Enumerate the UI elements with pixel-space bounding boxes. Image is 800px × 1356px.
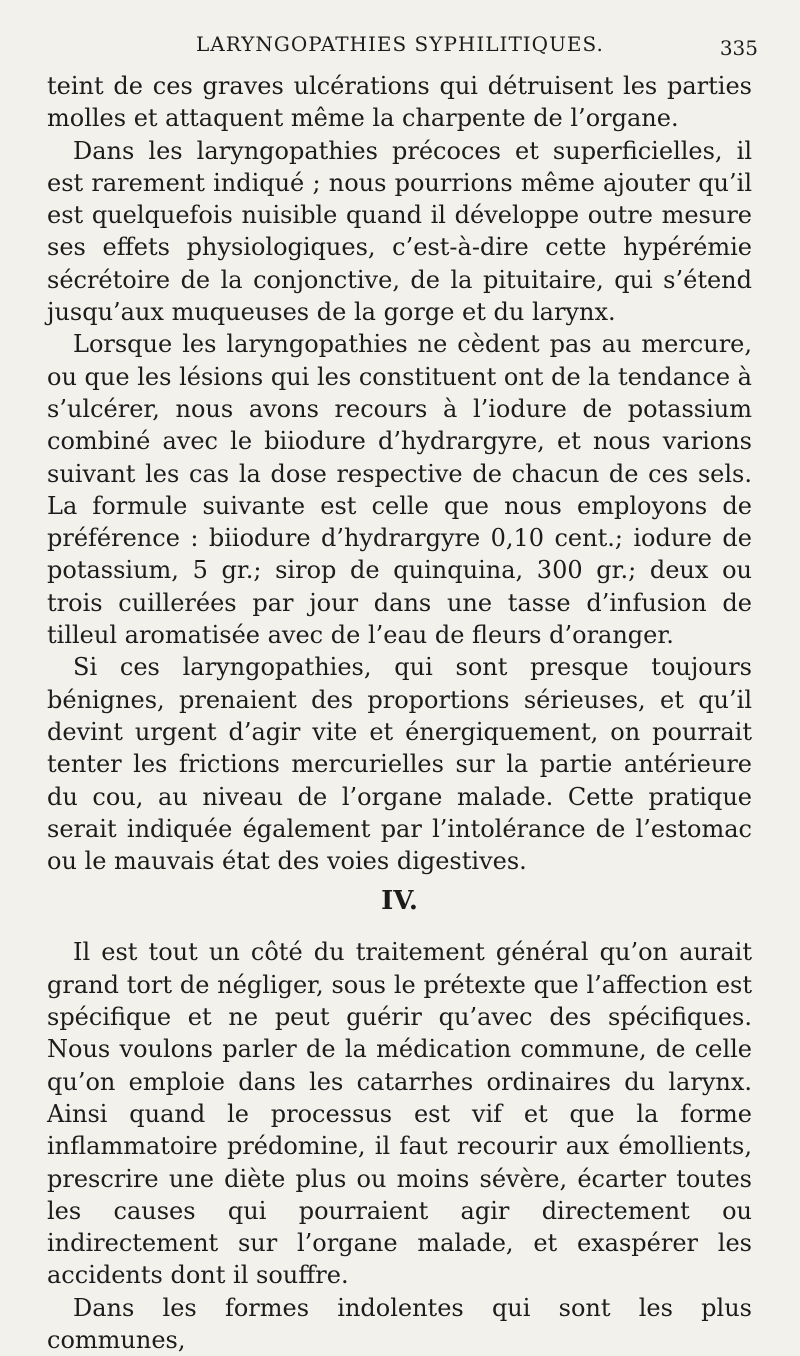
paragraph-continued: teint de ces graves ulcérations qui détruisent les parties molles et attaquent même la charpente de l’organe. xyxy=(47,72,752,133)
body-text xyxy=(47,70,752,1356)
page-number: 335 xyxy=(719,36,758,60)
paragraph: Si ces laryngopathies, qui sont presque toujours bénignes, prenaient des proportions sérieuses, et qu’il devint urgent d’agir vite et énergiquement, on pourrait tenter les frictions mercurielles sur la partie antérieure du cou, au niveau de l’organe malade. Cette pratique serait indiquée également par l’intolérance de l’estomac ou le mauvais état des voies digestives. xyxy=(47,653,752,876)
paragraph: Lorsque les laryngopathies ne cèdent pas au mercure, ou que les lésions qui les constituent ont de la tendance à s’ulcérer, nous avons recours à l’iodure de potassium combiné avec le biiodure d’hydrargyre, et nous varions suivant les cas la dose respective de chacun de ces sels. La formule suivante est celle que nous employons de préférence : biiodure d’hydrargyre 0,10 cent.; iodure de potassium, 5 gr.; sirop de quinquina, 300 gr.; deux ou trois cuillerées par jour dans une tasse d’infusion de tilleul aromatisée avec de l’eau de fleurs d’oranger. xyxy=(47,330,752,650)
running-header xyxy=(46,32,758,62)
paragraph: Dans les laryngopathies précoces et superficielles, il est rarement indiqué ; nous pourrions même ajouter qu’il est quelquefois nuisible quand il développe outre mesure ses effets physiologiques, c’est-à-dire cette hypérémie sécrétoire de la conjonctive, de la pituitaire, qui s’étend jusqu’aux muqueuses de la gorge et du larynx. xyxy=(47,136,752,327)
paragraph-trailing: Dans les formes indolentes qui sont les plus communes, xyxy=(47,1293,752,1354)
paragraph: Il est tout un côté du traitement général qu’on aurait grand tort de négliger, sous le prétexte que l’affection est spécifique et ne peut guérir qu’avec des spécifiques. Nous voulons parler de la médication commune, de celle qu’on emploie dans les catarrhes ordinaires du larynx. Ainsi quand le processus est vif et que la forme inflammatoire prédomine, il faut recourir aux émollients, prescrire une diète plus ou moins sévère, écarter toutes les causes qui pourraient agir directement ou indirectement sur l’organe malade, et exaspérer les accidents dont il souffre. xyxy=(47,938,752,1290)
section-heading: IV. xyxy=(381,886,418,917)
running-title: LARYNGOPATHIES SYPHILITIQUES. xyxy=(196,32,604,56)
